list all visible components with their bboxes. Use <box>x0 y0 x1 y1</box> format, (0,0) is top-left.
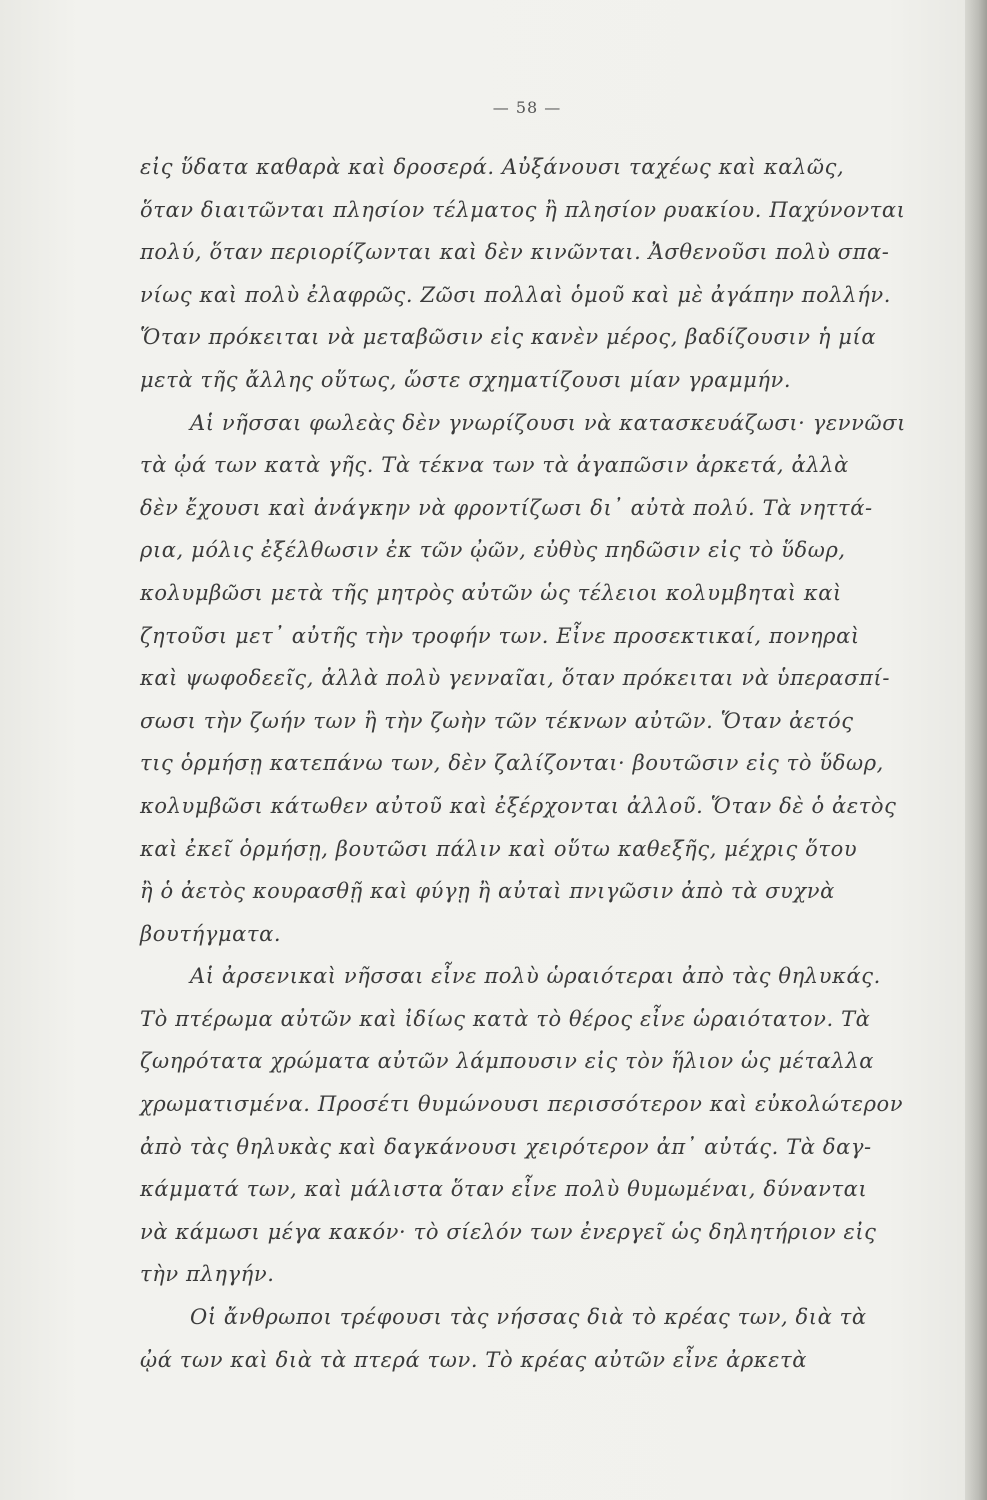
text-line: Ὅταν πρόκειται νὰ μεταβῶσιν εἰς κανὲν μέρος, βαδίζουσιν ἡ μία <box>140 325 877 350</box>
text-line: ζωηρότατα χρώματα αὐτῶν λάμπουσιν εἰς τὸν ἥλιον ὡς μέταλλα <box>140 1049 875 1074</box>
text-line: ὅταν διαιτῶνται πλησίον τέλματος ἢ πλησίον ρυακίου. Παχύνονται <box>140 197 906 222</box>
text-line: Αἱ ἀρσενικαὶ νῆσσαι εἶνε πολὺ ὡραιότεραι ἀπὸ τὰς θηλυκάς. <box>190 964 881 989</box>
page-number: — 58 — <box>492 98 562 117</box>
text-line: χρωματισμένα. Προσέτι θυμώνουσι περισσότερον καὶ εὐκολώτερον <box>140 1092 904 1117</box>
text-line: δὲν ἔχουσι καὶ ἀνάγκην νὰ φροντίζωσι δι᾽ αὐτὰ πολύ. Τὰ νηττά- <box>140 495 873 520</box>
text-line: Οἱ ἄνθρωποι τρέφουσι τὰς νήσσας διὰ τὸ κρέας των, διὰ τὰ <box>190 1305 867 1330</box>
text-line: κάμματά των, καὶ μάλιστα ὅταν εἶνε πολὺ θυμωμέναι, δύνανται <box>140 1177 868 1202</box>
text-line: καὶ ἐκεῖ ὁρμήσῃ, βουτῶσι πάλιν καὶ οὕτω καθεξῆς, μέχρις ὅτου <box>140 836 858 861</box>
text-line: ἀπὸ τὰς θηλυκὰς καὶ δαγκάνουσι χειρότερον ἀπ᾽ αὐτάς. Τὰ δαγ- <box>140 1134 872 1159</box>
text-line: τις ὁρμήσῃ κατεπάνω των, δὲν ζαλίζονται· βουτῶσιν εἰς τὸ ὕδωρ, <box>140 751 884 776</box>
text-line: ᾠά των καὶ διὰ τὰ πτερά των. Τὸ κρέας αὐτῶν εἶνε ἀρκετὰ <box>140 1347 808 1372</box>
page-edge-shadow <box>965 0 987 1500</box>
text-line: βουτήγματα. <box>140 921 282 946</box>
text-line: Αἱ νῆσσαι φωλεὰς δὲν γνωρίζουσι νὰ κατασκευάζωσι· γεννῶσι <box>190 410 906 435</box>
text-line: εἰς ὕδατα καθαρὰ καὶ δροσερά. Αὐξάνουσι ταχέως καὶ καλῶς, <box>140 155 845 179</box>
text-line: τὴν πληγήν. <box>140 1262 275 1287</box>
body-text <box>140 150 920 1385</box>
text-line: σωσι τὴν ζωήν των ἢ τὴν ζωὴν τῶν τέκνων αὐτῶν. Ὅταν ἀετός <box>140 708 854 733</box>
text-line: κολυμβῶσι κάτωθεν αὐτοῦ καὶ ἐξέρχονται ἀλλοῦ. Ὅταν δὲ ὁ ἀετὸς <box>140 793 897 818</box>
text-line: ἢ ὁ ἀετὸς κουρασθῇ καὶ φύγῃ ἢ αὐταὶ πνιγῶσιν ἀπὸ τὰ συχνὰ <box>140 879 835 904</box>
text-line: κολυμβῶσι μετὰ τῆς μητρὸς αὐτῶν ὡς τέλειοι κολυμβηταὶ καὶ <box>140 580 842 605</box>
text-line: Τὸ πτέρωμα αὐτῶν καὶ ἰδίως κατὰ τὸ θέρος εἶνε ὡραιότατον. Τὰ <box>140 1006 871 1031</box>
text-line: πολύ, ὅταν περιορίζωνται καὶ δὲν κινῶνται. Ἀσθενοῦσι πολὺ σπα- <box>140 240 890 265</box>
text-line: μετὰ τῆς ἄλλης οὕτως, ὥστε σχηματίζουσι μίαν γραμμήν. <box>140 367 792 392</box>
text-line: ρια, μόλις ἐξέλθωσιν ἐκ τῶν ᾠῶν, εὐθὺς πηδῶσιν εἰς τὸ ὕδωρ, <box>140 538 846 563</box>
text-line: νὰ κάμωσι μέγα κακόν· τὸ σίελόν των ἐνεργεῖ ὡς δηλητήριον εἰς <box>140 1219 877 1244</box>
text-line: καὶ ψωφοδεεῖς, ἀλλὰ πολὺ γενναῖαι, ὅταν πρόκειται νὰ ὑπερασπί- <box>140 666 891 691</box>
text-line: ζητοῦσι μετ᾽ αὐτῆς τὴν τροφήν των. Εἶνε προσεκτικαί, πονηραὶ <box>140 623 860 648</box>
text-line: τὰ ᾠά των κατὰ γῆς. Τὰ τέκνα των τὰ ἀγαπῶσιν ἀρκετά, ἀλλὰ <box>140 453 849 478</box>
text-line: νίως καὶ πολὺ ἐλαφρῶς. Ζῶσι πολλαὶ ὁμοῦ καὶ μὲ ἀγάπην πολλήν. <box>140 282 892 307</box>
